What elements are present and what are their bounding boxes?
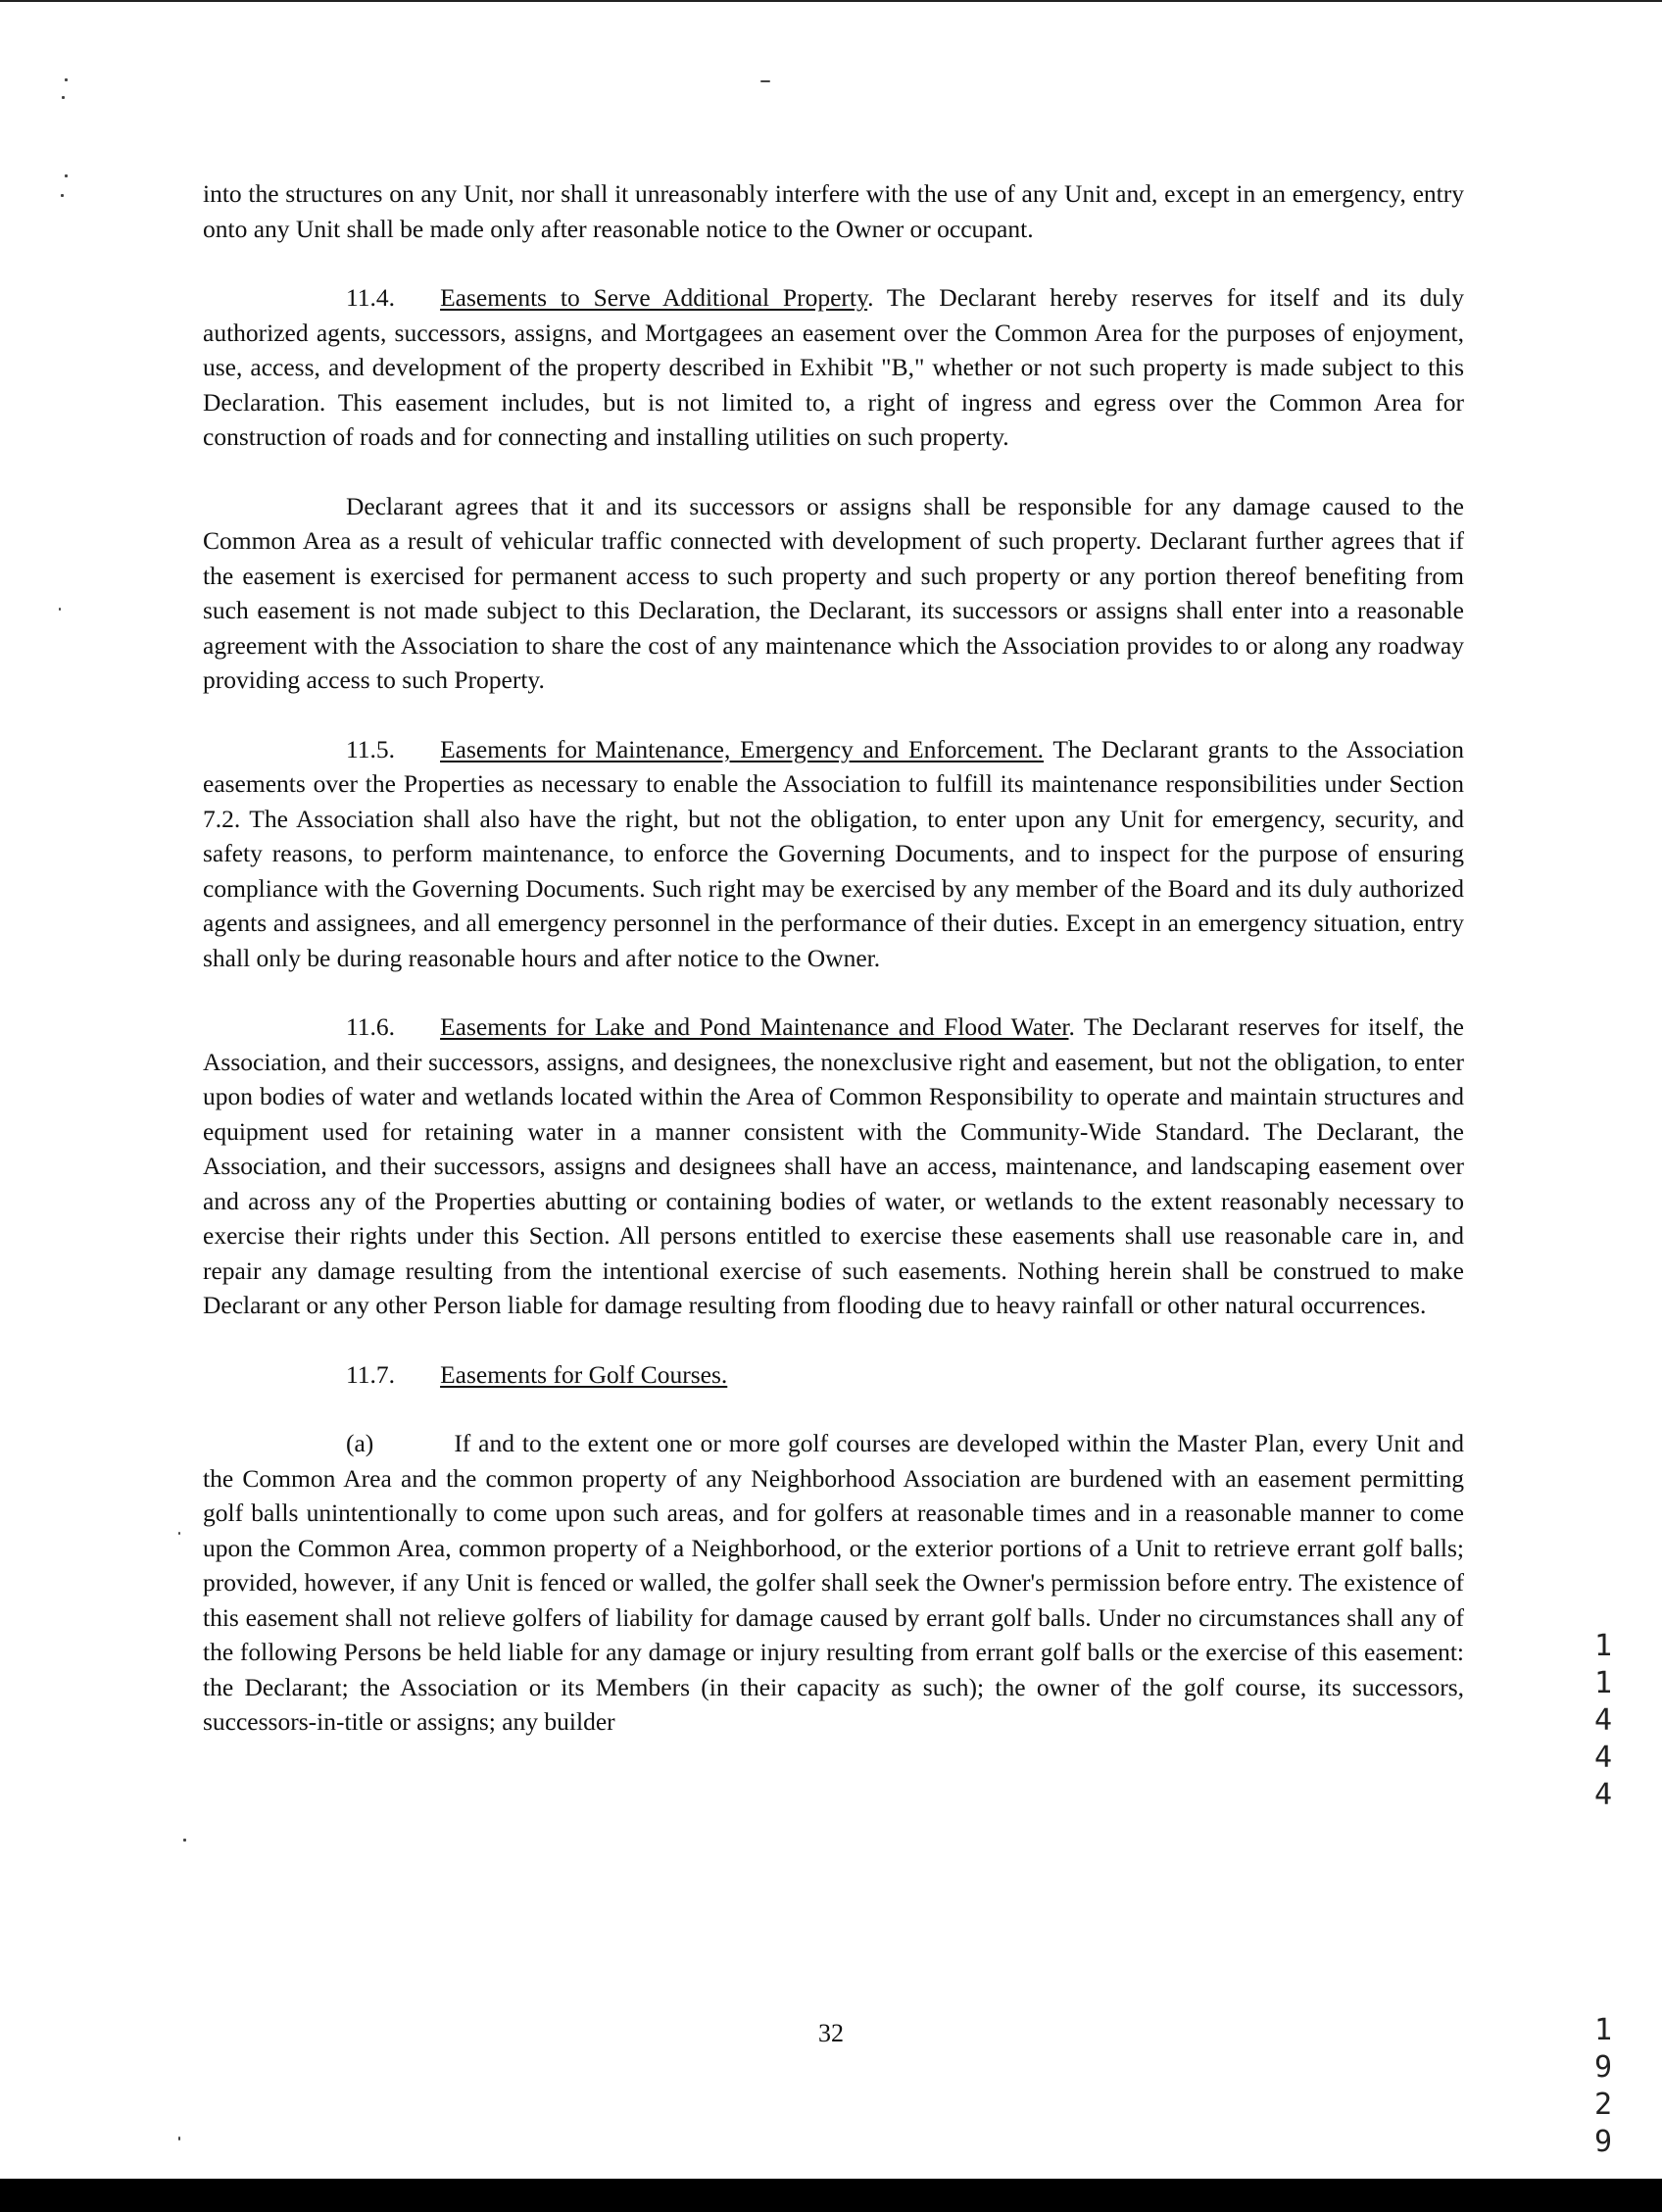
scan-speck xyxy=(178,1532,180,1535)
scan-speck xyxy=(183,1839,186,1842)
paragraph-text: Declarant agrees that it and its successors or assigns shall be responsible for any damage caused to the Common Area as a result of vehicular traffic connected with development of such property. Declarant further agrees that if the easement is exercised for permanent access to such property and such property or any portion thereof benefiting from such easement is not made subject to this Declaration, the Declarant, its successors or assigns shall enter into a reasonable agreement with the Association to share the cost of any maintenance which the Association provides to or along any roadway providing access to such Property. xyxy=(203,491,1464,694)
scan-speck xyxy=(61,194,64,197)
continuation-text: into the structures on any Unit, nor shall it unreasonably interfere with the use of any Unit and, except in an emergency, entry onto any Unit shall be made only after reasonable notice to the Owner or occupant. xyxy=(203,179,1464,243)
stamp-book-number: 1 1 4 4 4 xyxy=(1593,1629,1613,1812)
section-11-4-paragraph-2 xyxy=(203,489,1464,698)
section-11-5 xyxy=(203,732,1464,976)
subsection-a xyxy=(203,1426,1464,1740)
side-book-page-stamp xyxy=(1586,1553,1621,2198)
section-11-7 xyxy=(203,1357,1464,1393)
section-11-6 xyxy=(203,1009,1464,1323)
scan-speck xyxy=(65,78,68,81)
bottom-scan-edge xyxy=(0,2179,1662,2212)
continuation-paragraph xyxy=(203,176,1464,246)
section-title: Easements for Maintenance, Emergency and Enforcement. xyxy=(440,734,1045,763)
section-title: Easements for Lake and Pond Maintenance and Flood Water xyxy=(440,1012,1069,1041)
section-number: 11.7. xyxy=(346,1359,396,1389)
scan-speck xyxy=(65,174,68,177)
section-title: Easements for Golf Courses. xyxy=(440,1359,728,1389)
section-body: The Declarant grants to the Association easements over the Properties as necessary to enable the Association to fulfill its maintenance responsibilities under Section 7.2. The Association shall also have the right, but not the obligation, to enter upon any Unit for emergency, security, and safety reasons, to perform maintenance, to enforce the Governing Documents, and to inspect for the purpose of ensuring compliance with the Governing Documents. Such right may be exercised by any member of the Board and its duly authorized agents and assignees, and all emergency personnel in the performance of their duties. Except in an emergency situation, entry shall only be during reasonable hours and after notice to the Owner. xyxy=(203,734,1464,972)
stamp-page-number: 1 9 2 9 xyxy=(1593,2013,1613,2159)
section-number: 11.6. xyxy=(346,1012,396,1041)
top-scan-edge xyxy=(0,0,1662,2)
section-number: 11.5. xyxy=(346,734,396,763)
section-body: The Declarant hereby reserves for itself and its duly authorized agents, successors, assigns, and Mortgagees an easement over the Common Area for the purposes of enjoyment, use, access, and development of the property described in Exhibit "B," whether or not such property is made subject to this Declaration. This easement includes, but is not limited to, a right of ingress and egress over the Common Area for construction of roads and for connecting and installing utilities on such property. xyxy=(203,283,1464,451)
subsection-body: If and to the extent one or more golf courses are developed within the Master Plan, every Unit and the Common Area and the common property of any Neighborhood Association are burdened with an easement permitting golf balls unintentionally to come upon such areas, and for golfers at reasonable times and in a reasonable manner to come upon the Common Area, common property of a Neighborhood, or the exterior portions of a Unit to retrieve errant golf balls; provided, however, if any Unit is fenced or walled, the golfer shall seek the Owner's permission before entry. The existence of this easement shall not relieve golfers of liability for damage caused by errant golf balls. Under no circumstances shall any of the following Persons be held liable for any damage or injury resulting from errant golf balls or the exercise of this easement: the Declarant; the Association or its Members (in their capacity as such); the owner of the golf course, its successors, successors-in-title or assigns; any builder xyxy=(203,1429,1464,1736)
section-title-punct: . xyxy=(867,283,874,312)
section-number: 11.4. xyxy=(346,283,396,312)
scan-speck xyxy=(760,80,770,82)
scan-speck xyxy=(62,96,65,99)
scan-speck xyxy=(178,2137,180,2140)
section-body: The Declarant reserves for itself, the Association, and their successors, assigns, and designees, the nonexclusive right and easement, but not the obligation, to enter upon bodies of water and wetlands located within the Area of Common Responsibility to operate and maintain structures and equipment used for retaining water in a manner consistent with the Community-Wide Standard. The Declarant, the Association, and their successors, assigns and designees shall have an access, maintenance, and landscaping easement over and across any of the Properties abutting or containing bodies of water, or wetlands to the extent reasonably necessary to exercise their rights under this Section. All persons entitled to exercise these easements shall use reasonable care in, and repair any damage resulting from the intentional exercise of such easements. Nothing herein shall be construed to make Declarant or any other Person liable for damage resulting from flooding due to heavy rainfall or other natural occurrences. xyxy=(203,1012,1464,1319)
document-page xyxy=(203,176,1464,1774)
scan-speck xyxy=(59,608,61,611)
section-11-4 xyxy=(203,280,1464,455)
section-title: Easements to Serve Additional Property xyxy=(440,283,868,312)
page-number: 32 xyxy=(818,2019,844,2047)
section-title-punct: . xyxy=(1068,1012,1075,1041)
subsection-label: (a) xyxy=(346,1429,374,1457)
